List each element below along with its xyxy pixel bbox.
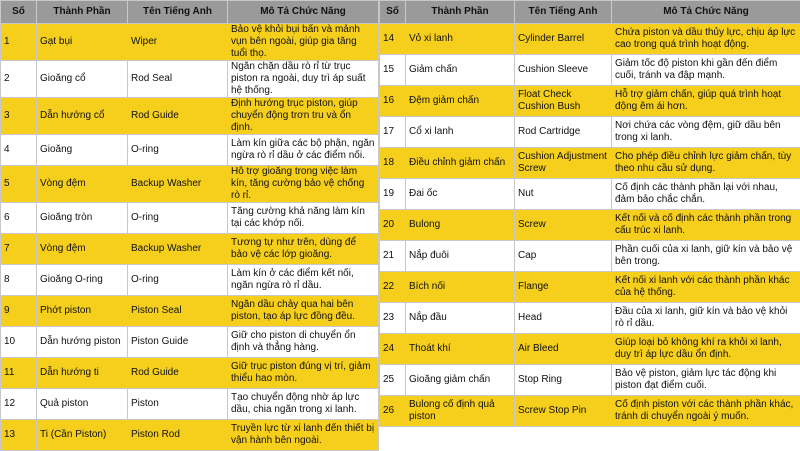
table-row	[1, 98, 379, 135]
table-row	[380, 396, 800, 427]
cell-number: 15	[380, 55, 406, 86]
cell-english-name: Backup Washer	[128, 166, 228, 203]
parts-table-left-body	[1, 24, 379, 451]
cell-description: Tạo chuyển động nhờ áp lực dầu, chia ngăn trong xi lanh.	[228, 389, 379, 420]
cell-number: 23	[380, 303, 406, 334]
cell-number: 26	[380, 396, 406, 427]
cell-component: Giảm chấn	[406, 55, 515, 86]
table-row	[1, 166, 379, 203]
cell-english-name: Cylinder Barrel	[515, 24, 612, 55]
cell-number: 1	[1, 24, 37, 61]
cell-english-name: Cushion Adjustment Screw	[515, 148, 612, 179]
cell-component: Gioăng O-ring	[37, 265, 128, 296]
cell-english-name: Piston Guide	[128, 327, 228, 358]
cell-component: Thoát khí	[406, 334, 515, 365]
cell-description: Truyền lực từ xi lanh đến thiết bị vận hành bên ngoài.	[228, 420, 379, 451]
cell-number: 14	[380, 24, 406, 55]
cell-number: 8	[1, 265, 37, 296]
cell-description: Nơi chứa các vòng đệm, giữ dầu bên trong xi lanh.	[612, 117, 800, 148]
header-english-name: Tên Tiếng Anh	[515, 1, 612, 24]
table-row	[380, 303, 800, 334]
header-description: Mô Tả Chức Năng	[612, 1, 800, 24]
table-row	[1, 61, 379, 98]
cell-english-name: Rod Seal	[128, 61, 228, 98]
table-row	[1, 420, 379, 451]
cell-description: Phần cuối của xi lanh, giữ kín và bảo vệ bên trong.	[612, 241, 800, 272]
cell-number: 16	[380, 86, 406, 117]
cell-component: Phớt piston	[37, 296, 128, 327]
table-row	[380, 86, 800, 117]
cell-description: Bảo vệ piston, giảm lực tác động khi piston đạt điểm cuối.	[612, 365, 800, 396]
header-row	[1, 1, 379, 24]
cell-english-name: Rod Cartridge	[515, 117, 612, 148]
cell-component: Gioăng cổ	[37, 61, 128, 98]
cell-component: Gioăng giảm chấn	[406, 365, 515, 396]
cell-english-name: Backup Washer	[128, 234, 228, 265]
parts-table-right-body	[380, 24, 800, 427]
cell-description: Tương tự như trên, dùng để bảo vệ các lớp gioăng.	[228, 234, 379, 265]
parts-table-right	[379, 0, 800, 427]
cell-number: 6	[1, 203, 37, 234]
cell-description: Giữ cho piston di chuyển ổn định và thẳng hàng.	[228, 327, 379, 358]
cell-component: Nắp đầu	[406, 303, 515, 334]
cell-number: 24	[380, 334, 406, 365]
cell-component: Gioăng	[37, 135, 128, 166]
cell-description: Định hướng trục piston, giúp chuyển động trơn tru và ổn định.	[228, 98, 379, 135]
header-number: Số	[1, 1, 37, 24]
cell-component: Bích nối	[406, 272, 515, 303]
cell-number: 22	[380, 272, 406, 303]
cell-english-name: Head	[515, 303, 612, 334]
cell-component: Dẫn hướng ti	[37, 358, 128, 389]
cell-component: Ti (Cần Piston)	[37, 420, 128, 451]
cell-english-name: O-ring	[128, 135, 228, 166]
cell-component: Nắp đuôi	[406, 241, 515, 272]
cell-number: 11	[1, 358, 37, 389]
cell-english-name: Rod Guide	[128, 358, 228, 389]
cell-english-name: Screw Stop Pin	[515, 396, 612, 427]
cell-number: 3	[1, 98, 37, 135]
cell-description: Chứa piston và dầu thủy lực, chịu áp lực cao trong quá trình hoạt động.	[612, 24, 800, 55]
cell-component: Điều chỉnh giảm chấn	[406, 148, 515, 179]
table-row	[380, 148, 800, 179]
header-english-name: Tên Tiếng Anh	[128, 1, 228, 24]
cell-component: Dẫn hướng piston	[37, 327, 128, 358]
table-row	[1, 296, 379, 327]
header-number: Số	[380, 1, 406, 24]
cell-number: 18	[380, 148, 406, 179]
cell-number: 2	[1, 61, 37, 98]
cell-english-name: Piston	[128, 389, 228, 420]
table-row	[380, 241, 800, 272]
table-row	[1, 234, 379, 265]
cell-component: Bulong	[406, 210, 515, 241]
cell-description: Làm kín ở các điểm kết nối, ngăn ngừa rò rỉ dầu.	[228, 265, 379, 296]
cell-component: Đai ốc	[406, 179, 515, 210]
cell-component: Quả piston	[37, 389, 128, 420]
header-component: Thành Phần	[406, 1, 515, 24]
cell-number: 4	[1, 135, 37, 166]
header-description: Mô Tả Chức Năng	[228, 1, 379, 24]
cell-description: Kết nối và cố định các thành phần trong cấu trúc xi lanh.	[612, 210, 800, 241]
cell-number: 21	[380, 241, 406, 272]
cell-component: Gạt bụi	[37, 24, 128, 61]
table-row	[380, 55, 800, 86]
table-row	[380, 179, 800, 210]
cell-component: Vỏ xi lanh	[406, 24, 515, 55]
cell-description: Kết nối xi lanh với các thành phần khác của hệ thống.	[612, 272, 800, 303]
header-row	[380, 1, 800, 24]
cell-description: Giúp loại bỏ không khí ra khỏi xi lanh, duy trì áp lực dầu ổn định.	[612, 334, 800, 365]
cell-component: Dẫn hướng cổ	[37, 98, 128, 135]
cell-component: Vòng đệm	[37, 234, 128, 265]
table-row	[380, 334, 800, 365]
cell-component: Vòng đệm	[37, 166, 128, 203]
cell-english-name: Screw	[515, 210, 612, 241]
parts-table-left	[0, 0, 379, 451]
cell-english-name: Wiper	[128, 24, 228, 61]
cell-number: 19	[380, 179, 406, 210]
table-row	[1, 358, 379, 389]
table-row	[380, 272, 800, 303]
cell-english-name: Nut	[515, 179, 612, 210]
cell-description: Cho phép điều chỉnh lực giảm chấn, tùy theo nhu cầu sử dụng.	[612, 148, 800, 179]
table-row	[380, 365, 800, 396]
cell-number: 25	[380, 365, 406, 396]
cell-english-name: Float Check Cushion Bush	[515, 86, 612, 117]
cell-english-name: Cap	[515, 241, 612, 272]
cell-description: Đầu của xi lanh, giữ kín và bảo vệ khỏi rò rỉ dầu.	[612, 303, 800, 334]
cell-component: Đệm giảm chấn	[406, 86, 515, 117]
cell-english-name: Cushion Sleeve	[515, 55, 612, 86]
cell-english-name: Air Bleed	[515, 334, 612, 365]
cell-description: Ngăn dầu chảy qua hai bên piston, tạo áp lực đồng đều.	[228, 296, 379, 327]
cell-number: 13	[1, 420, 37, 451]
table-row	[1, 203, 379, 234]
cell-english-name: Piston Seal	[128, 296, 228, 327]
cell-english-name: Flange	[515, 272, 612, 303]
cell-description: Làm kín giữa các bộ phận, ngăn ngừa rò rỉ dầu ở các điểm nối.	[228, 135, 379, 166]
table-row	[1, 265, 379, 296]
cell-description: Bảo vệ khỏi bụi bẩn và mảnh vụn bên ngoài, giúp gia tăng tuổi thọ.	[228, 24, 379, 61]
cell-description: Hỗ trợ gioăng trong việc làm kín, tăng cường bảo vệ chống rò rỉ.	[228, 166, 379, 203]
cell-description: Cố định các thành phần lại với nhau, đảm bảo chắc chắn.	[612, 179, 800, 210]
cell-number: 7	[1, 234, 37, 265]
cell-component: Gioăng tròn	[37, 203, 128, 234]
table-row	[380, 117, 800, 148]
table-row	[380, 24, 800, 55]
cell-component: Cổ xi lanh	[406, 117, 515, 148]
cell-component: Bulong cố định quả piston	[406, 396, 515, 427]
table-row	[1, 389, 379, 420]
cell-english-name: Piston Rod	[128, 420, 228, 451]
cell-number: 10	[1, 327, 37, 358]
cell-english-name: O-ring	[128, 203, 228, 234]
cell-number: 17	[380, 117, 406, 148]
cell-number: 9	[1, 296, 37, 327]
cell-description: Giữ trục piston đúng vị trí, giảm thiểu hao mòn.	[228, 358, 379, 389]
cell-description: Hỗ trợ giảm chấn, giúp quá trình hoạt động êm ái hơn.	[612, 86, 800, 117]
cell-description: Ngăn chặn dầu rò rỉ từ trục piston ra ngoài, duy trì áp suất hệ thống.	[228, 61, 379, 98]
table-row	[1, 24, 379, 61]
table-row	[380, 210, 800, 241]
table-row	[1, 327, 379, 358]
cell-english-name: Rod Guide	[128, 98, 228, 135]
cell-number: 5	[1, 166, 37, 203]
cell-english-name: O-ring	[128, 265, 228, 296]
cell-description: Giảm tốc độ piston khi gần đến điểm cuối, tránh va đập mạnh.	[612, 55, 800, 86]
cell-number: 20	[380, 210, 406, 241]
cell-number: 12	[1, 389, 37, 420]
header-component: Thành Phần	[37, 1, 128, 24]
table-row	[1, 135, 379, 166]
cell-description: Tăng cường khả năng làm kín tại các khớp nối.	[228, 203, 379, 234]
cell-description: Cố định piston với các thành phần khác, tránh di chuyển ngoài ý muốn.	[612, 396, 800, 427]
cell-english-name: Stop Ring	[515, 365, 612, 396]
